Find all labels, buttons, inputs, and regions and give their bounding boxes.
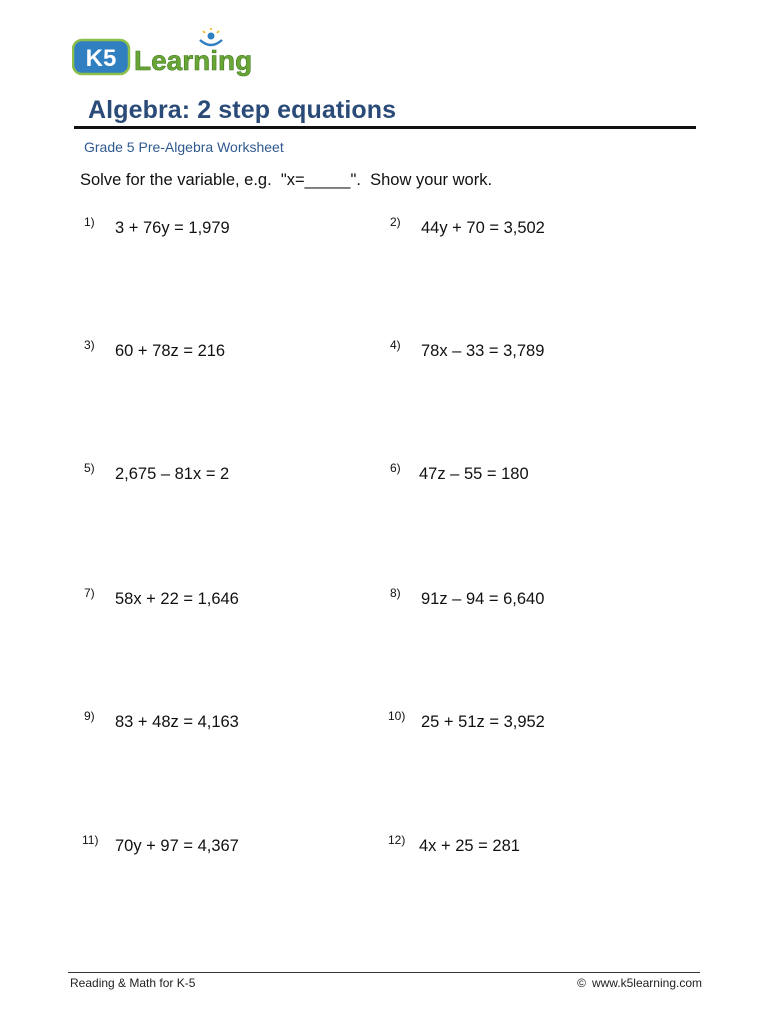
problem-equation: 47z – 55 = 180	[419, 465, 529, 483]
problem-equation: 60 + 78z = 216	[115, 342, 226, 360]
k5-learning-logo	[72, 28, 267, 80]
problem-equation: 4x + 25 = 281	[419, 837, 520, 855]
problem-number: 3)	[84, 338, 95, 352]
problem-number: 6)	[390, 461, 401, 475]
problem-equation: 91z – 94 = 6,640	[421, 590, 545, 608]
problem-number: 1)	[84, 215, 95, 229]
svg-text:K5: K5	[85, 45, 117, 72]
instructions: Solve for the variable, e.g. "x=_____". Show your work.	[80, 171, 493, 189]
copyright-icon: ©	[577, 976, 586, 990]
problem-equation: 2,675 – 81x = 2	[115, 465, 230, 483]
worksheet-subtitle: Grade 5 Pre-Algebra Worksheet	[84, 139, 284, 155]
problem-equation: 83 + 48z = 4,163	[115, 713, 239, 731]
problem-equation: 78x – 33 = 3,789	[421, 342, 545, 360]
svg-text:Learning: Learning	[134, 45, 253, 76]
footer-tagline: Reading & Math for K-5	[70, 976, 196, 990]
problem-number: 5)	[84, 461, 95, 475]
problem-equation: 25 + 51z = 3,952	[421, 713, 545, 731]
problem-number: 7)	[84, 586, 95, 600]
problem-number: 9)	[84, 709, 95, 723]
problem-number: 11)	[82, 833, 99, 847]
problem-number: 12)	[388, 833, 406, 847]
problem-number: 8)	[390, 586, 401, 600]
worksheet-title: Algebra: 2 step equations	[88, 96, 397, 124]
footer-divider	[68, 972, 700, 973]
problem-equation: 58x + 22 = 1,646	[115, 590, 239, 608]
problem-number: 10)	[388, 709, 406, 723]
problem-equation: 70y + 97 = 4,367	[115, 837, 239, 855]
website-url: www.k5learning.com	[591, 976, 702, 990]
footer-website	[577, 976, 702, 990]
problem-number: 4)	[390, 338, 401, 352]
problem-equation: 3 + 76y = 1,979	[115, 219, 230, 237]
title-divider	[74, 126, 696, 129]
problem-equation: 44y + 70 = 3,502	[421, 219, 545, 237]
problem-number: 2)	[390, 215, 401, 229]
